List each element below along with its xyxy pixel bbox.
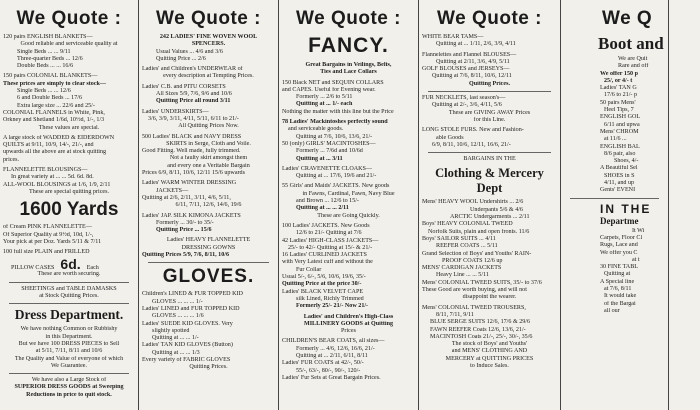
ad-line: ENGLISH BAL [600, 143, 640, 150]
ad-line: Quitting at ... 1/11, 2/6, 3/9, 4/11 [436, 41, 516, 48]
pillow-cases-unit: Each [86, 265, 99, 272]
ad-line: slightly spotted [152, 327, 190, 334]
ad-line: We offer 150 p [600, 70, 638, 77]
fancy-heading: FANCY. [308, 34, 389, 57]
ad-line: Single Beds ... ... 12/6 [17, 88, 71, 95]
ad-line: Prices 6/9, 8/11, 10/6, 12/11 15/6 upwards [142, 170, 245, 177]
ad-line: QUILTS at 9/11, 10/9, 14/-, 21/-, and [3, 142, 94, 149]
ad-line: and CAPES. Useful for Evening wear. [282, 86, 376, 93]
ad-line: Ladies' TAN G [600, 85, 637, 92]
ad-line: disappoint the wearer. [462, 294, 517, 301]
ad-line: LONG STOLE FURS. New and Fashion- [422, 127, 524, 134]
ad-line: Orkney and Shetland 1/6d, 10½d, 1/-, 1/3 [3, 117, 105, 124]
ad-line: FUR NECKLETS, last season's— [422, 95, 506, 102]
ad-line: silk Lined, Richly Trimmed [296, 295, 364, 302]
ad-line: 6/9, 8/11, 10/6, 12/11, 16/6, 21/- [432, 141, 511, 148]
ad-line: GLOVES ... ... ... 1/- [152, 298, 203, 305]
ad-line: at 11/6 ... [604, 136, 627, 143]
ad-line: 100 full size PLAIN and FRILLED [3, 249, 90, 256]
ad-line: SPENCERS. [191, 41, 226, 48]
ad-line: Ladies' JAP. SILK KIMONA JACKETS [142, 212, 241, 219]
ad-line: ARCTIC Undergarments ... 2/11 [450, 214, 530, 221]
ad-line: every description at Tempting Prices. [163, 73, 254, 80]
ad-line: Ladies' FUR COATS at 42/-, 50/- [282, 360, 364, 367]
yards-headline: 1600 Yards [19, 199, 119, 221]
ad-line: These are special quitting prices. [28, 188, 110, 195]
ad-line: BARGAINS IN THE [463, 156, 516, 163]
ad-line: Quitting at [604, 271, 631, 278]
boot-heading: Boot and [598, 34, 664, 53]
ad-line: 242 LADIES' FINE WOVEN WOOL [159, 34, 258, 40]
ad-line: 42 Ladies' HIGH-CLASS JACKETS— [282, 237, 379, 244]
ad-line: for this Line. [473, 116, 506, 123]
ad-line: We Guarantee. [50, 362, 88, 369]
ad-line: PROOF COATS 12/6 up [442, 257, 503, 264]
ad-line: Three-quarter Beds ... 12/6 [17, 55, 83, 62]
ad-line: Quitting at ... ... 1/3 [152, 349, 200, 356]
ad-line: It Wi [632, 227, 645, 234]
ad-line: CHILDREN'S BEAR COATS, all sizes— [282, 338, 385, 345]
ad-line: A Special line [600, 278, 635, 285]
ad-line: 30 FINE TABL [600, 264, 638, 271]
ad-line: These are worth securing. [37, 271, 101, 278]
ad-line: ENGLISH GOL [600, 114, 641, 121]
in-the-heading: IN THE [600, 201, 652, 216]
ad-line: Ladies' HEAVY FLANNELETTE [166, 237, 251, 244]
ad-line: REEFER COATS ... 5/11 [436, 243, 498, 250]
ad-line: ALL-WOOL BLOUSINGS at 1/6, 1/9, 2/11 [3, 181, 111, 188]
clothing-mercery-heading: Clothing & Mercery Dept [435, 166, 544, 196]
ad-line: 6 and Double Beds ... 17/6 [17, 95, 82, 102]
ad-line: Ladies' UNDERSKIRTS— [142, 108, 209, 115]
ad-line: But we have 100 DRESS PIECES to Sell [18, 340, 120, 347]
ad-line: Every variety of FABRIC GLOVES [142, 356, 231, 363]
ad-line: at t [632, 256, 640, 263]
ad-line: Ties and Lace Collars [320, 69, 377, 76]
ad-line: Quitting Price ... 15/6 [156, 227, 212, 234]
ad-line: In great variety at ... ... 5d. 6d. 8d. [11, 174, 94, 181]
ad-line: MACINTOSH Coats 21/-, 25/-, 30/-, 35/6 [430, 333, 533, 340]
advert-column-1 [0, 0, 138, 410]
ad-line: and Brown ... 12/6 to 15/- [296, 198, 359, 205]
ad-line: Quitting at ... 3/11 [296, 155, 343, 162]
ad-line: 150 Black NET and SEQUIN COLLARS [282, 79, 384, 86]
ad-line: Double Beds ... ... 16/6 [17, 63, 74, 70]
ad-line: 12/6 to 21/- Quitting at 7/6 [296, 230, 362, 237]
ad-line: 8/6 pair, also [604, 150, 636, 157]
ad-line: at 5/11, 7/11, 8/11 and 10/6 [35, 348, 103, 355]
ad-line: Quitting at ... 17/6, 19/6 and 21/- [296, 173, 377, 180]
ad-line: Heavy Line ... ... 5/11 [436, 272, 489, 279]
ad-line: Quitting at ... ... 2/11 [296, 205, 349, 212]
ad-line: Heel Tips, 7 [604, 107, 634, 114]
ad-line: MERCERY at QUITTING PRICES [445, 355, 534, 362]
ad-line: Ladies' CRAVENETTE CLOAKS— [282, 165, 373, 172]
ad-line: Single Beds ... ... 9/11 [17, 48, 71, 55]
ad-line: A large stock of WADDED & EIDERDOWN [3, 134, 115, 141]
ad-line: All Quitting Prices Now. [178, 123, 239, 130]
ad-line: SHEETINGS and TABLE DAMASKS [21, 285, 117, 292]
ad-line: Ladies' LINED and FUR TOPPED KID [142, 305, 240, 312]
advert-column-5 [561, 0, 668, 410]
ad-line: Usual 5/-, 6/-, 5/6, 10/6, 19/6, 35/- [282, 274, 366, 281]
ad-line: Quitting at ... ... 1/- [152, 335, 199, 342]
ad-line: Good reliable and serviceable quality at [20, 41, 118, 48]
ad-line: with Very Latest cuff and without the [282, 259, 373, 266]
department-heading: Departme [600, 215, 639, 226]
ad-line: COLONIAL FLANNELS in White, Pink, [3, 109, 105, 116]
ad-line: Good Fitting. Well made, fully trimmed. [142, 148, 241, 155]
ad-line: The Quality and Value of everyone of which [14, 355, 124, 362]
ad-line: Quitting Prices. [469, 80, 510, 87]
ad-line: Quitting Prices 5/9, 7/6, 8/11, 10/6 [142, 252, 230, 259]
ad-line: Your pick at per Doz. Yards 5/11 & 7/11 [3, 238, 102, 245]
ad-line: 150 pairs COLONIAL BLANKETS— [3, 73, 98, 80]
ad-line: Great Bargains in Veilings, Belts, [305, 62, 392, 68]
ad-line: 55/-, 63/-, 80/-, 90/-, 120/- [296, 367, 361, 374]
ad-line: able Goods [436, 134, 464, 141]
ad-line: JACKETS— [156, 187, 189, 194]
ad-line: Fur Collar [296, 266, 322, 273]
ad-line: 8/11, 7/11, 9/11 [436, 311, 474, 318]
ad-line: 3/6, 3/9, 3/11, 4/11, 5/11, 6/11 to 21/- [148, 115, 239, 122]
ad-line: all our [604, 307, 620, 314]
ad-line: GOLF BLOUSES and JERSEYS— [422, 66, 510, 73]
ad-line: Ladies' BLACK VELVET CAPE [282, 288, 364, 295]
ad-line: Quitting Prices. [189, 364, 228, 371]
ad-line: Carpets, Floor Cl [600, 234, 643, 241]
column-rule [668, 0, 669, 410]
column-heading: We Quote : [16, 8, 122, 29]
ad-line: Mens' COLONIAL TWEED TROUSERS, [422, 304, 526, 311]
ad-line: and every one a Veritable Bargain [167, 162, 250, 169]
ad-line: SHOES in S [604, 172, 635, 179]
ad-line: MILLINERY GOODS at Quitting [303, 320, 394, 327]
ad-line: Formerly ... 7/6d and 10/6d [296, 148, 363, 155]
ad-line: 25/, or 4/- t [604, 77, 633, 84]
ad-line: We are Quit [618, 56, 648, 62]
ad-line: Mens' HEAVY WOOL Undershirts ... 2/6 [422, 199, 524, 206]
ad-line: at 7/6, 8/11 [604, 286, 632, 293]
ad-line: Not a faulty skirt amongst them [169, 155, 248, 162]
ad-line: Nothing the matter with this line but the Price [282, 108, 394, 115]
ad-line: Formerly 25/- 21/- Now 21/- [296, 303, 369, 310]
ad-line: 50 pairs Mens' [600, 99, 636, 106]
ad-line: Of Superior Quality at 9½d, 10d, 1/-, [3, 231, 94, 238]
ad-line: Grand Selection of Boys' and Youths' RAIN- [422, 250, 532, 257]
column-heading: We Quote : [156, 8, 261, 29]
advert-column-2 [139, 0, 278, 410]
column-heading: We Quote : [296, 8, 401, 29]
ad-line: Usual Values ... 4/6 and 3/6 [156, 48, 223, 55]
ad-line: Rare and off [618, 63, 649, 70]
ad-line: Shoes, 4/- [614, 158, 639, 165]
ad-line: Boys' SAILOR SUITS ... 4/11 [422, 235, 496, 242]
ad-line: MENS' CARDIGAN JACKETS [422, 265, 502, 272]
ad-line: and MENS' CLOTHING AND [451, 348, 528, 355]
advert-column-3 [279, 0, 418, 410]
ad-line: in Fawns, Cardinal, Fawn, Navy Blue [302, 190, 395, 197]
ad-line: at Stock Quitting Prices. [39, 293, 99, 300]
gloves-heading: GLOVES. [162, 266, 255, 288]
ad-line: Quitting at 2/11, 3/6, 4/9, 5/11 [436, 58, 510, 65]
ad-line: Ladies' SUEDE KID GLOVES. Very [142, 320, 233, 327]
ad-line: These Good are worth buying, and will not [422, 287, 527, 294]
ad-line: 78 Ladies' Mackintoshes perfectly sound [282, 119, 388, 126]
ad-line: These values are special. [38, 124, 100, 131]
column-heading: We Q [602, 8, 653, 29]
dress-department-heading: Dress Department. [14, 307, 124, 323]
ad-line: Formerly ... 30/- to 35/- [156, 219, 214, 226]
ad-line: 17/6 to 21/- p [604, 92, 638, 99]
ad-line: Extra large size ... 22/6 and 25/- [17, 102, 95, 109]
ad-line: Ladies' WARM WINTER DRESSING [142, 180, 237, 187]
ad-line: Ladies' and Children's UNDERWEAR of [142, 66, 243, 73]
ad-line: of Cream PINK FLANNELETTE— [3, 224, 92, 231]
ad-line: SKIRTS in Serge, Cloth and Voile. [166, 140, 251, 147]
ad-line: 100 Ladies' JACKETS. New Goods [282, 222, 370, 229]
ad-line: Formerly ... 2/6 to 5/11 [296, 94, 353, 101]
ad-line: FAWN REEFER Coats 12/6, 13/6, 21/- [430, 326, 526, 333]
ad-line: Flannelettes and Flannel BLOUSES— [422, 51, 517, 58]
ad-line: Quitting at 2/-, 3/6, 4/11, 5/6 [432, 102, 502, 109]
ad-line: Mens' CHROM [600, 128, 639, 135]
ad-line: 6/11, 7/11, 12/6, 14/6, 19/6 [175, 202, 242, 209]
ad-line: DRESSING GOWNS [181, 244, 236, 251]
ad-line: Rugs, Lace and [600, 242, 638, 249]
ad-line: Gents' EVENI [600, 187, 636, 194]
ad-line: It would take [604, 293, 637, 300]
ad-line: BLUE SERGE SUITS 12/6, 17/6 & 29/6 [430, 319, 531, 326]
ad-line: upwards all the above are at stock quitting [3, 149, 107, 156]
ad-line: Ladies' and Children's High-Class [303, 313, 394, 320]
ad-line: Quitting Price ... 2/6 [156, 55, 206, 62]
ad-line: These are Going Quickly. [317, 212, 380, 219]
ad-line: Quitting at 2/6, 2/11, 3/11, 4/6, 5/11, [142, 194, 231, 201]
ad-line: FLANNELETTE BLOUSINGS— [3, 167, 88, 174]
ad-line: WHITE BEAR TAMS— [422, 34, 484, 40]
ad-line: 6/11 and upwa [604, 121, 640, 128]
ad-line: Quitting at 7/6, 10/6, 13/6, 21/- [296, 133, 373, 140]
ad-line: 500 Ladies' BLACK and NAVY DRESS [142, 133, 242, 140]
ad-line: Children's LINED & FUR TOPPED KID [142, 291, 243, 298]
ad-line: Quitting at ... 1/- each [296, 101, 353, 108]
ad-line: Underpants 5/6 & 4/6 [470, 206, 523, 213]
ad-line: in this Department. [45, 333, 93, 340]
ad-line: Quitting at ... 2/11, 6/11, 8/11 [296, 352, 368, 359]
ad-line: All Sizes 5/9, 7/6, 9/6 and 10/6 [156, 91, 232, 98]
ad-line: 120 pairs ENGLISH BLANKETS— [3, 34, 93, 40]
pillow-cases-line [3, 256, 135, 271]
ad-line: We have nothing Common or Rubbishy [20, 326, 118, 333]
ad-line: of the Bargai [604, 300, 636, 307]
ad-line: We have also a Large Stock of [31, 377, 107, 384]
column-heading: We Quote : [437, 8, 542, 29]
ad-line: Prices [341, 328, 356, 335]
ad-line: A Beautiful Sel [600, 165, 638, 172]
ad-line: prices. [3, 156, 20, 163]
pillow-cases-label: PILLOW CASES [11, 265, 55, 272]
ad-line: Quitting Price at the price 30/- [282, 281, 362, 288]
ad-line: 50 (only) GIRLS' MACINTOSHES— [282, 140, 376, 147]
ad-line: Ladies' Fur Sets at Great Bargain Prices. [282, 374, 381, 381]
ad-line: Quitting at 7/6, 8/11, 10/6, 12/11 [432, 73, 512, 80]
ad-line: Quitting Price all round 3/11 [156, 98, 231, 105]
ad-line: These prices are simply to clear stock— [3, 80, 107, 87]
ad-line: Formerly ... 4/6, 12/6, 16/6, 21/- [296, 345, 375, 352]
ad-line: Boys' HEAVY COLONIAL TWEED [422, 221, 513, 228]
ad-line: 55 Girls' and Maids' JACKETS. New goods [282, 183, 390, 190]
ad-line: The stock of Boys' and Youths' [451, 341, 528, 348]
ad-line: Reductions in price to quit stock. [26, 391, 112, 398]
ad-line: and serviceable goods. [288, 126, 344, 133]
pillow-cases-price: 6d. [60, 256, 81, 273]
ad-line: 25/- to 42/- Quitting at 15/- & 21/- [288, 244, 373, 251]
advert-column-4 [419, 0, 560, 410]
ad-line: Ladies' TAN KID GLOVES (Button) [142, 342, 233, 349]
ad-line: Norfolk Suits, plain and open fronts. 11/6 [428, 228, 530, 235]
ad-line: to Induce Sales. [470, 362, 509, 369]
ad-line: 4/11, and up [604, 180, 635, 187]
ad-line: GLOVES ... ... ... 1/6 [152, 313, 204, 320]
ad-line: These are GIVING AWAY Prices [448, 109, 531, 116]
ad-line: 16 Ladies' CURLINED JACKETS [282, 252, 367, 259]
ad-line: Mens' COLONIAL TWEED SUITS, 35/- to 37/6 [422, 279, 542, 286]
ad-line: Ladies' C.B. and PITU CORSETS [142, 83, 226, 90]
ad-line: We offer you C [600, 249, 638, 256]
ad-line: SUPERIOR DRESS GOODS at Sweeping [14, 384, 124, 391]
